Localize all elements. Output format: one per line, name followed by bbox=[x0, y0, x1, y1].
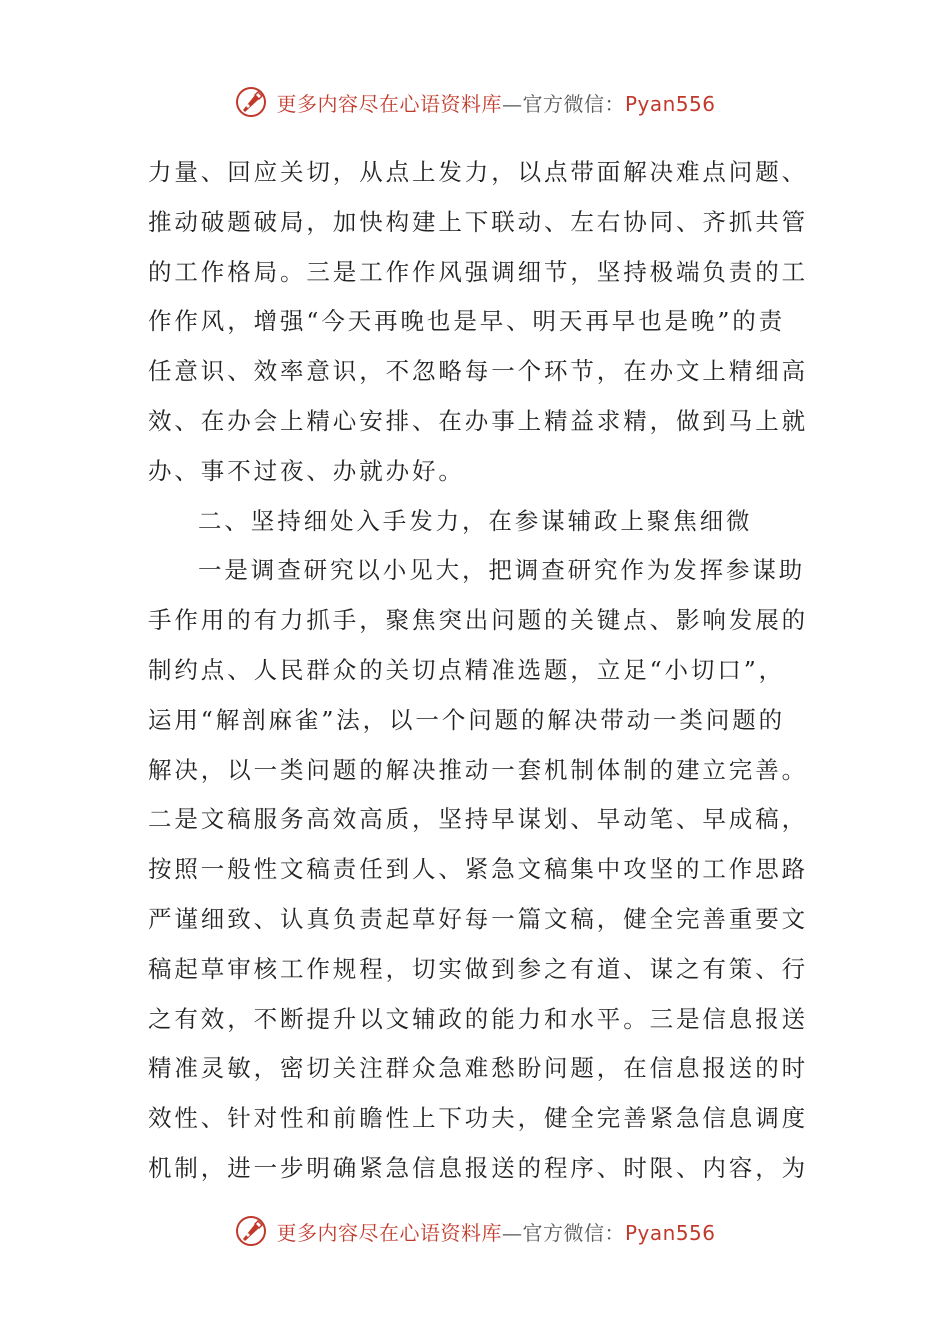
footer-watermark bbox=[0, 1211, 950, 1251]
text-line: 之有效，不断提升以文辅政的能力和水平。三是信息报送 bbox=[148, 1004, 808, 1033]
text-line: 任意识、效率意识，不忽略每一个环节，在办文上精细高 bbox=[148, 357, 808, 386]
text-line: 推动破题破局，加快构建上下联动、左右协同、齐抓共管 bbox=[148, 207, 808, 236]
watermark-site-text: 更多内容尽在心语资料库 bbox=[276, 1220, 502, 1245]
text-line: 的工作格局。三是工作作风强调细节，坚持极端负责的工 bbox=[148, 257, 808, 286]
text-line: 严谨细致、认真负责起草好每一篇文稿，健全完善重要文 bbox=[148, 904, 808, 933]
text-line: 一是调查研究以小见大，把调查研究作为发挥参谋助 bbox=[198, 556, 806, 585]
text-line: 稿起草审核工作规程，切实做到参之有道、谋之有策、行 bbox=[148, 954, 808, 983]
text-line: 办、事不过夜、办就办好。 bbox=[148, 456, 465, 485]
text-line: 作作风，增强“今天再晚也是早、明天再早也是晚”的责 bbox=[148, 307, 786, 336]
pen-nib-logo-icon bbox=[234, 1214, 268, 1248]
text-line: 机制，进一步明确紧急信息报送的程序、时限、内容，为 bbox=[148, 1153, 808, 1182]
text-line: 力量、回应关切，从点上发力，以点带面解决难点问题、 bbox=[148, 158, 808, 186]
text-line: 手作用的有力抓手，聚焦突出问题的关键点、影响发展的 bbox=[148, 606, 808, 635]
text-line: 二、坚持细处入手发力，在参谋辅政上聚焦细微 bbox=[198, 506, 753, 535]
text-line: 解决，以一类问题的解决推动一套机制体制的建立完善。 bbox=[148, 755, 808, 784]
text-line: 精准灵敏，密切关注群众急难愁盼问题，在信息报送的时 bbox=[148, 1054, 808, 1083]
text-line: 按照一般性文稿责任到人、紧急文稿集中攻坚的工作思路 bbox=[148, 855, 808, 884]
watermark-site-text: 更多内容尽在心语资料库 bbox=[276, 91, 502, 116]
watermark-wechat-id: Pyan556 bbox=[624, 1220, 716, 1245]
watermark-separator: — bbox=[501, 91, 523, 116]
header-watermark bbox=[0, 82, 950, 122]
watermark-wechat-label: 官方微信： bbox=[522, 91, 625, 116]
text-line: 效性、针对性和前瞻性上下功夫，健全完善紧急信息调度 bbox=[148, 1104, 808, 1133]
pen-nib-logo-icon bbox=[234, 85, 268, 119]
text-line: 二是文稿服务高效高质，坚持早谋划、早动笔、早成稿， bbox=[148, 805, 808, 834]
watermark-wechat-label: 官方微信： bbox=[522, 1220, 625, 1245]
watermark-text bbox=[276, 88, 715, 117]
text-line: 制约点、人民群众的关切点精准选题，立足“小切口”， bbox=[148, 655, 786, 684]
text-line: 运用“解剖麻雀”法，以一个问题的解决带动一类问题的 bbox=[148, 705, 786, 734]
watermark-wechat-id: Pyan556 bbox=[624, 91, 716, 116]
watermark-separator: — bbox=[501, 1220, 523, 1245]
text-line: 效、在办会上精心安排、在办事上精益求精，做到马上就 bbox=[148, 406, 808, 435]
document-body bbox=[148, 148, 808, 1194]
watermark-text bbox=[276, 1217, 715, 1246]
